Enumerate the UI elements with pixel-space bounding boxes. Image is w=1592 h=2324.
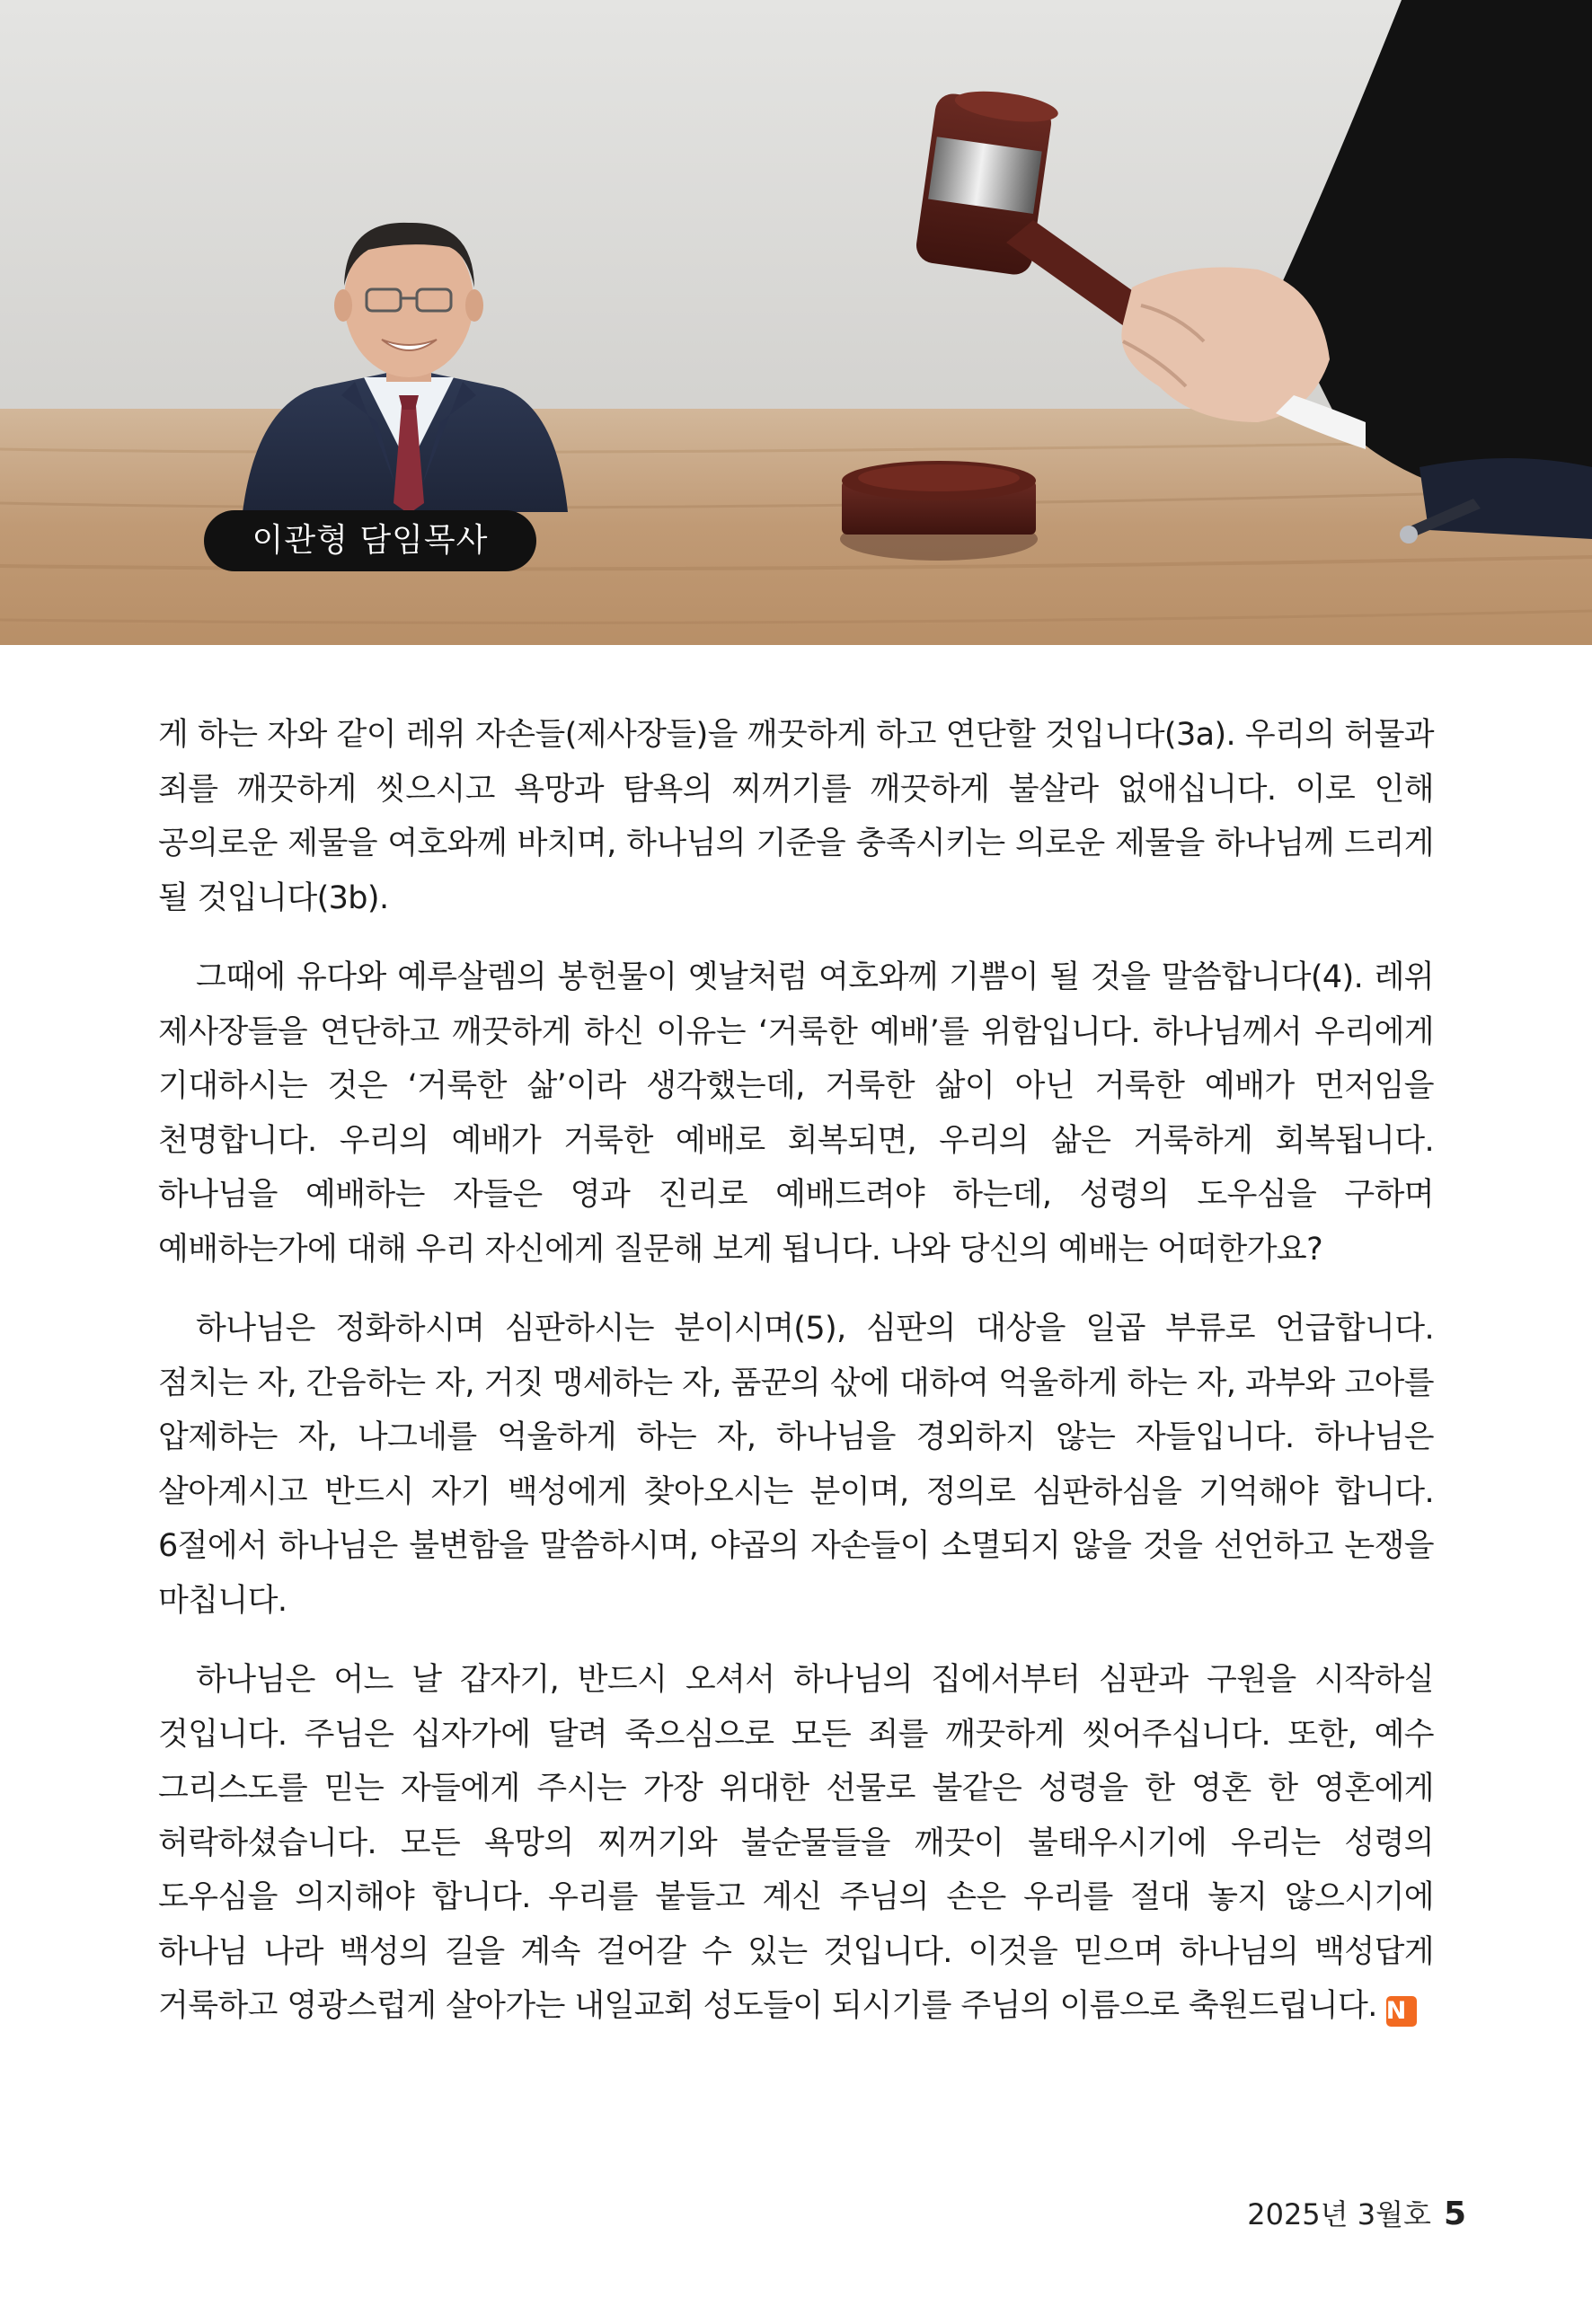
article-body (158, 708, 1434, 2034)
paragraph-1: 게 하는 자와 같이 레위 자손들(제사장들)을 깨끗하게 하고 연단할 것입니다(3a). 우리의 허물과 죄를 깨끗하게 씻으시고 욕망과 탐욕의 찌꺼기를 깨끗하게 불살라 없애십니다. 이로 인해 공의로운 제물을 여호와께 바치며, 하나님의 기준을 충족시키는 의로운 제물을 하나님께 드리게 될 것입니다(3b). (158, 717, 1434, 916)
pastor-name-label: 이관형 담임목사 (204, 510, 536, 571)
paragraph-4 (158, 1653, 1434, 2034)
page-footer (1247, 2192, 1466, 2233)
page-number: 5 (1443, 2196, 1466, 2232)
hero-photo (0, 0, 1592, 645)
paragraph-2: 그때에 유다와 예루살렘의 봉헌물이 옛날처럼 여호와께 기쁨이 될 것을 말씀합니다(4). 레위 제사장들을 연단하고 깨끗하게 하신 이유는 ‘거룩한 예배’를 위함입니다. 하나님께서 우리에게 기대하시는 것은 ‘거룩한 삶’이라 생각했는데, 거룩한 삶이 아닌 거룩한 예배가 먼저임을 천명합니다. 우리의 예배가 거룩한 예배로 회복되면, 우리의 삶은 거룩하게 회복됩니다. 하나님을 예배하는 자들은 영과 진리로 예배드려야 하는데, 성령의 도우심을 구하며 예배하는가에 대해 우리 자신에게 질문해 보게 됩니다. 나와 당신의 예배는 어떠한가요? (158, 959, 1434, 1268)
end-mark-icon: N (1386, 1996, 1417, 2027)
paragraph-4-text: 하나님은 어느 날 갑자기, 반드시 오셔서 하나님의 집에서부터 심판과 구원을 시작하실 것입니다. 주님은 십자가에 달려 죽으심으로 모든 죄를 깨끗하게 씻어주십니다. 또한, 예수 그리스도를 믿는 자들에게 주시는 가장 위대한 선물로 불같은 성령을 한 영혼 한 영혼에게 허락하셨습니다. 모든 욕망의 찌꺼기와 불순물들을 깨끗이 불태우시기에 우리는 성령의 도우심을 의지해야 합니다. 우리를 붙들고 계신 주님의 손은 우리를 절대 놓지 않으시기에 하나님 나라 백성의 길을 계속 걸어갈 수 있는 것입니다. 이것을 믿으며 하나님의 백성답게 거룩하고 영광스럽게 살아가는 내일교회 성도들이 되시기를 주님의 이름으로 축원드립니다. (158, 1662, 1434, 2024)
issue-label: 2025년 3월호 (1247, 2197, 1431, 2231)
paragraph-3: 하나님은 정화하시며 심판하시는 분이시며(5), 심판의 대상을 일곱 부류로 언급합니다. 점치는 자, 간음하는 자, 거짓 맹세하는 자, 품꾼의 삯에 대하여 억울하게 하는 자, 과부와 고아를 압제하는 자, 나그네를 억울하게 하는 자, 하나님을 경외하지 않는 자들입니다. 하나님은 살아계시고 반드시 자기 백성에게 찾아오시는 분이며, 정의로 심판하심을 기억해야 합니다. 6절에서 하나님은 불변함을 말씀하시며, 야곱의 자손들이 소멸되지 않을 것을 선언하고 논쟁을 마칩니다. (158, 1311, 1434, 1619)
